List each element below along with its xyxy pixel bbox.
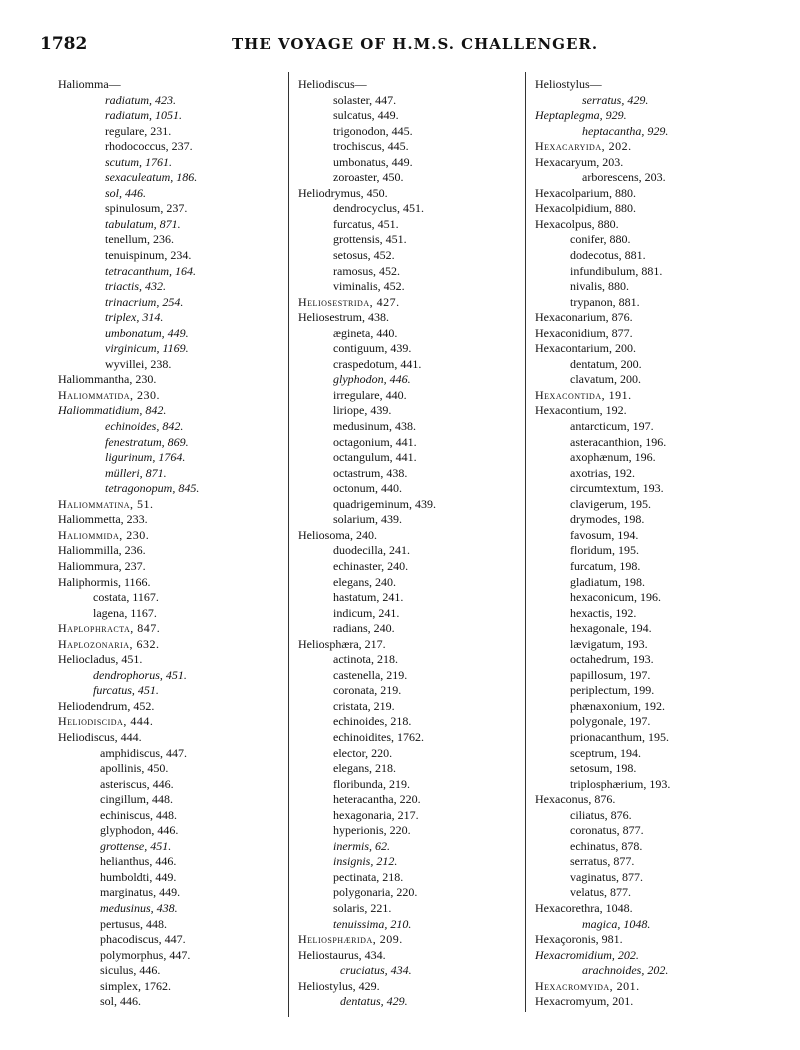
index-entry-genus: Haliommatina, 51. [58,496,154,511]
index-entry-genus: Hexacromyida, 201. [535,978,640,993]
index-entry-species: scutum, 1761. [105,154,172,169]
index-entry-genus: Heliostylus— [535,77,602,91]
index-entry-species: echinoides, 842. [105,419,184,434]
index-entry-species: circumtextum, 193. [570,481,664,496]
index-entry-species: dendrophorus, 451. [93,667,187,682]
index-entry-species: dodecotus, 881. [570,248,646,263]
index-column-2 [298,77,518,1010]
index-entry-species: serratus, 429. [582,92,649,107]
index-entry-species: echiniscus, 448. [100,807,177,822]
index-entry-species: actinota, 218. [333,652,398,667]
index-column-1 [58,77,278,1010]
index-entry-species: marginatus, 449. [100,885,181,900]
index-entry-genus: Haliommilla, 236. [58,543,146,558]
index-entry-species: contiguum, 439. [333,341,412,356]
index-entry-species: quadrigeminum, 439. [333,496,436,511]
index-column-3 [535,77,775,1010]
index-entry-species: hexagonaria, 217. [333,807,419,822]
index-entry-species: axotrias, 192. [570,465,635,480]
index-entry-species: serratus, 877. [570,854,635,869]
index-entry-species: costata, 1167. [93,590,159,605]
index-entry-genus: Hexaconidium, 877. [535,325,633,340]
index-entry-species: asteriscus, 446. [100,776,174,791]
index-entry-species: amphidiscus, 447. [100,745,187,760]
index-entry-species: sceptrum, 194. [570,745,641,760]
index-entry-genus: Haliommura, 237. [58,558,146,573]
index-entry-species: octangulum, 441. [333,450,417,465]
index-entry-genus: Hexacontium, 192. [535,403,627,418]
index-entry-genus: Heliosestrida, 427. [298,294,400,309]
index-entry-species: ramosus, 452. [333,263,400,278]
index-entry-genus: Haplozonaria, 632. [58,636,160,651]
index-entry-species: asteracanthion, 196. [570,434,667,449]
column-divider [288,72,289,1017]
index-entry-species: antarcticum, 197. [570,419,654,434]
index-entry-species: arborescens, 203. [582,170,666,185]
index-entry-species: trinacrium, 254. [105,294,184,309]
index-entry-species: echinoides, 218. [333,714,412,729]
index-entry-species: hexactis, 192. [570,605,637,620]
index-entry-genus: Haplophracta, 847. [58,621,161,636]
index-entry-species: cingillum, 448. [100,792,173,807]
index-entry-genus: Hexacontarium, 200. [535,341,636,356]
index-entry-species: cristata, 219. [333,698,395,713]
index-entry-species: favosum, 194. [570,527,639,542]
index-entry-genus: Hexacolpidium, 880. [535,201,636,216]
index-entry-genus: Heliostylus, 429. [298,978,380,993]
index-entry-species: ciliatus, 876. [570,807,632,822]
index-entry-species: triplex, 314. [105,310,164,325]
index-entry-genus: Heliodiscus, 444. [58,729,142,744]
index-entry-species: ægineta, 440. [333,325,398,340]
index-entry-species: sexaculeatum, 186. [105,170,198,185]
index-entry-species: heptacantha, 929. [582,123,669,138]
index-entry-species: trigonodon, 445. [333,123,413,138]
index-entry-species: tenuispinum, 234. [105,248,192,263]
index-entry-species: wyvillei, 238. [105,356,172,371]
index-entry-species: phænaxonium, 192. [570,698,665,713]
index-entry-species: hyperionis, 220. [333,823,411,838]
index-entry-species: fenestratum, 869. [105,434,189,449]
index-entry-genus: Hexacaryida, 202. [535,139,632,154]
index-entry-species: mülleri, 871. [105,465,167,480]
index-entry-species: dentatus, 429. [340,994,408,1009]
index-entry-species: hexagonale, 194. [570,621,652,636]
index-entry-species: cruciatus, 434. [340,963,412,978]
index-entry-species: pertusus, 448. [100,916,167,931]
index-entry-species: tenellum, 236. [105,232,174,247]
index-entry-species: octonum, 440. [333,481,402,496]
index-entry-species: castenella, 219. [333,667,408,682]
index-entry-species: periplectum, 199. [570,683,655,698]
index-entry-species: rhodococcus, 237. [105,139,193,154]
index-entry-species: echinoidites, 1762. [333,729,424,744]
index-entry-genus: Heliodiscida, 444. [58,714,154,729]
index-entry-species: inermis, 62. [333,838,390,853]
index-entry-genus: Hexaconus, 876. [535,792,616,807]
index-entry-species: zoroaster, 450. [333,170,404,185]
column-divider [525,72,526,1012]
index-entry-species: furcatum, 198. [570,558,641,573]
index-entry-species: solaris, 221. [333,900,392,915]
index-entry-species: lævigatum, 193. [570,636,648,651]
index-entry-genus: Haliommantha, 230. [58,372,157,387]
index-entry-species: echinatus, 878. [570,838,643,853]
index-entry-species: helianthus, 446. [100,854,177,869]
index-entry-species: craspedotum, 441. [333,356,422,371]
index-entry-species: trypanon, 881. [570,294,640,309]
index-entry-species: axophænum, 196. [570,450,656,465]
index-entry-species: grottensis, 451. [333,232,407,247]
index-entry-species: polymorphus, 447. [100,947,191,962]
index-entry-species: coronatus, 877. [570,823,644,838]
index-entry-species: infundibulum, 881. [570,263,663,278]
index-entry-species: octahedrum, 193. [570,652,654,667]
index-entry-genus: Hexacromidium, 202. [535,947,639,962]
index-entry-species: virginicum, 1169. [105,341,189,356]
index-entry-genus: Haliomma— [58,77,121,91]
index-entry-species: floribunda, 219. [333,776,410,791]
index-entry-species: hastatum, 241. [333,590,404,605]
index-entry-species: vaginatus, 877. [570,869,643,884]
index-entry-species: echinaster, 240. [333,558,409,573]
index-entry-species: nivalis, 880. [570,279,629,294]
index-entry-species: elegans, 218. [333,761,396,776]
index-entry-species: trochiscus, 445. [333,139,409,154]
index-entry-species: duodecilla, 241. [333,543,410,558]
index-entry-genus: Haliphormis, 1166. [58,574,151,589]
index-entry-genus: Hexacontida, 191. [535,387,632,402]
index-entry-species: dendrocyclus, 451. [333,201,424,216]
index-entry-species: solarium, 439. [333,512,402,527]
index-entry-species: sulcatus, 449. [333,108,399,123]
index-entry-species: dentatum, 200. [570,356,642,371]
index-entry-species: liriope, 439. [333,403,392,418]
index-entry-genus: Heliodrymus, 450. [298,185,388,200]
index-entry-genus: Heliosoma, 240. [298,527,377,542]
index-entry-species: gladiatum, 198. [570,574,645,589]
index-entry-species: floridum, 195. [570,543,639,558]
index-entry-species: glyphodon, 446. [100,823,179,838]
page-number: 1782 [40,34,88,54]
index-entry-genus: Heliodendrum, 452. [58,698,155,713]
index-entry-genus: Heliosestrum, 438. [298,310,389,325]
index-entry-species: tetragonopum, 845. [105,481,200,496]
index-entry-species: sol, 446. [100,994,142,1009]
index-entry-species: glyphodon, 446. [333,372,411,387]
index-entry-species: arachnoides, 202. [582,963,669,978]
index-entry-species: radians, 240. [333,621,395,636]
index-entry-genus: Hexacromyum, 201. [535,994,634,1009]
index-entry-species: clavigerum, 195. [570,496,651,511]
index-entry-genus: Hexacolpus, 880. [535,216,619,231]
index-entry-species: elegans, 240. [333,574,396,589]
index-entry-species: spinulosum, 237. [105,201,188,216]
index-entry-species: indicum, 241. [333,605,400,620]
index-entry-species: humboldti, 449. [100,869,177,884]
index-entry-species: apollinis, 450. [100,761,169,776]
index-entry-genus: Haliommatidium, 842. [58,403,167,418]
index-entry-species: simplex, 1762. [100,978,171,993]
index-entry-species: octagonium, 441. [333,434,417,449]
index-entry-species: sol, 446. [105,185,147,200]
index-entry-genus: Haliommatida, 230. [58,387,160,402]
index-entry-species: siculus, 446. [100,963,161,978]
index-entry-species: polygonale, 197. [570,714,651,729]
index-entry-species: umbonatum, 449. [105,325,189,340]
running-title: THE VOYAGE OF H.M.S. CHALLENGER. [232,35,599,53]
index-entry-species: grottense, 451. [100,838,172,853]
index-entry-genus: Heliostaurus, 434. [298,947,386,962]
index-entry-species: octastrum, 438. [333,465,408,480]
index-entry-genus: Heliosphærida, 209. [298,932,403,947]
index-entry-species: prionacanthum, 195. [570,729,669,744]
index-entry-genus: Haliommetta, 233. [58,512,148,527]
index-entry-genus: Haliommida, 230. [58,527,150,542]
index-entry-species: phacodiscus, 447. [100,932,186,947]
index-entry-genus: Heliosphæra, 217. [298,636,386,651]
index-entry-species: regulare, 231. [105,123,172,138]
index-entry-genus: Hexacorethra, 1048. [535,900,633,915]
index-entry-species: pectinata, 218. [333,869,404,884]
index-entry-species: velatus, 877. [570,885,631,900]
index-entry-species: heteracantha, 220. [333,792,421,807]
index-entry-species: elector, 220. [333,745,393,760]
index-entry-species: ligurinum, 1764. [105,450,186,465]
index-entry-species: hexaconicum, 196. [570,590,661,605]
index-entry-species: triplosphærium, 193. [570,776,671,791]
index-entry-species: furcatus, 451. [93,683,159,698]
index-entry-species: magica, 1048. [582,916,651,931]
index-entry-species: coronata, 219. [333,683,402,698]
index-entry-species: medusinus, 438. [100,900,178,915]
index-entry-species: clavatum, 200. [570,372,641,387]
index-entry-species: setosus, 452. [333,248,395,263]
index-entry-genus: Hexaçoronis, 981. [535,932,623,947]
index-entry-species: insignis, 212. [333,854,398,869]
index-entry-species: polygonaria, 220. [333,885,418,900]
index-entry-species: tabulatum, 871. [105,216,181,231]
index-entry-species: solaster, 447. [333,92,397,107]
index-entry-genus: Heliocladus, 451. [58,652,143,667]
index-entry-species: furcatus, 451. [333,216,399,231]
index-entry-species: papillosum, 197. [570,667,651,682]
index-entry-genus: Heptaplegma, 929. [535,108,627,123]
index-entry-species: tetracanthum, 164. [105,263,196,278]
index-entry-genus: Hexaconarium, 876. [535,310,633,325]
index-entry-species: medusinum, 438. [333,419,416,434]
index-entry-species: radiatum, 423. [105,92,177,107]
index-entry-species: tenuissima, 210. [333,916,412,931]
index-entry-species: umbonatus, 449. [333,154,413,169]
index-entry-species: triactis, 432. [105,279,167,294]
index-entry-species: lagena, 1167. [93,605,157,620]
index-entry-species: conifer, 880. [570,232,631,247]
index-entry-genus: Hexacolparium, 880. [535,185,636,200]
index-entry-species: radiatum, 1051. [105,108,183,123]
page-header [0,34,800,54]
index-entry-species: viminalis, 452. [333,279,405,294]
index-entry-genus: Heliodiscus— [298,77,367,91]
index-entry-species: drymodes, 198. [570,512,645,527]
index-entry-species: irregulare, 440. [333,387,407,402]
index-entry-species: setosum, 198. [570,761,637,776]
index-entry-genus: Hexacaryum, 203. [535,154,624,169]
